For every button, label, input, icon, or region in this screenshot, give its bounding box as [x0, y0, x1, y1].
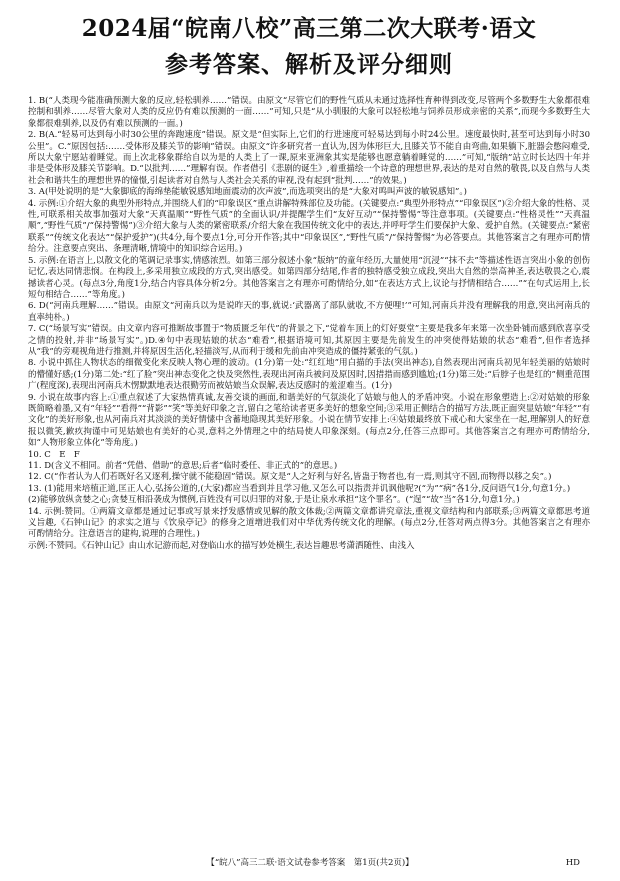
answer-item-10: 10. C E F	[28, 449, 80, 460]
exam-title: 2024届“皖南八校”高三第二次大联考·语文	[81, 15, 537, 42]
answer-item-2: 2. B(A.“轻易可达到每小时30公里的奔跑速度”错误。原文是“但实际上,它们的行进速度可轻易达到每小时24公里。速度最快时,甚至可达到每小时30公里”。C.“原因包括:……受体形及膝关节的影响”错误。由原文“许多研究者一直认为,因为体形巨大,且膝关节不能自由弯曲,如果躺下,脏器会憋闷难受,所以大象宁愿站着睡觉。而上次北移象群给自以为是的人类上了一课,原来亚洲象其实是能够也愿意躺着睡觉的……”可知,“版纳”站立时长达四十年并非是受体形及膝关节影响。D.“以批判……”理解有误。作者借引《悲剧的诞生》,着重描绘一个诗意的理想世界,表达的是对自然的敬畏,以及自然与人类社会和谐共生的理想世界的憧憬,引起读者对自然与人类社会关系的审视,没有起到“批判……”的效果。)	[28, 130, 590, 186]
answer-item-13: 13. (1)能用来培植正道,匡正人心,弘扬公道的,(大家)都应当看到并且学习他,又怎么可以指责并讥讽他呢?(“为”“病”各1分,反问语气1分,句意1分。) (2)能够放纵贪婪之心;贪婪互相沿袭成为惯例,百姓没有可以归罪的对象,于是让泉水承担“这个罪名”。(“逞”“故”当”各1分,句意1分。)	[28, 483, 571, 506]
answer-item-11: 11. D(含义不相同。前者“凭借、借助”的意思;后者“临时委任、非正式的”的意思。)	[28, 461, 338, 471]
answer-item-9: 9. 小说在故事内容上:①重点叙述了大家热情真诚,友善交谈的画面,和谐美好的气氛淡化了姑娘与他人的矛盾冲突。小说在形象塑造上:②对姑娘的形象既简略着墨,又有“年轻”“看得”“背影”“笑”等美好印象之言,留白之笔给读者更多美好的想象空间;③采用正侧结合的描写方法,既正面突显姑娘“年轻”“有文化”的美好形象,也从河南兵对其淡淡的美好情愫中含蓄地隐现其美好形象。小说在情节安排上:④姑娘最终放下戒心和大家坐在一起,理解别人的好意报以微笑,歉疚拘谨中可见姑娘也有美好的心灵,意料之外情理之中的结局使人印象深刻。(每点2分,任答三点即可。其他答案言之有理亦可酌情给分,如“人物形象立体化”等角度。)	[28, 392, 590, 449]
answer-item-14: 14. 示例:赞同。①两篇文章都是通过记事或写景来抒发感情或见解的散文体裁;②两篇文章都讲究章法,重视文章结构和内部联系;③两篇文章都思考道义旨趣,《石钟山记》的求实之道与《饮泉亭记》的修身之道增进我们对中华优秀传统文化的理解。(每点2分,任答对两点得3分。其他答案言之有理亦可酌情给分。注意语言的建构,说理的合理性。) 示例:不赞同。《石钟山记》由山水记游而起,对登临山水的描写妙处横生,表达旨趣思考潇洒随性、由浅入	[28, 506, 590, 551]
document-subtitle: 参考答案、解析及评分细则	[165, 51, 453, 78]
answer-item-1: 1. B(“人类现今能准确预测大象的反应,轻松驯养……”错误。由原文“尽管它们的野性气质从未通过选择性育种得到改变,尽管两个多数野生大象都很难控制和驯养……尽管大象对人类的反应仍有难以预测的一面……”可知,只是“从小驯服的大象可以轻松地与饲养员形成亲密的关系”,而现今多数野生大象都很难驯养,以及仍有难以预测的一面。)	[28, 96, 590, 129]
page-footer	[0, 856, 620, 870]
answer-item-6: 6. D(“河南兵理解……”错误。由原文“河南兵以为是说昨天的事,就说:‘武器离了部队就收,不方便哩!’”可知,河南兵并没有理解我的用意,突出河南兵的直率纯朴。)	[28, 301, 590, 323]
footer-text: 【“皖八”高三二联·语文试卷参考答案 第1页(共2页)】	[206, 858, 414, 868]
answer-body	[28, 96, 590, 552]
answer-item-4: 4. 示例:①介绍大象的典型外形特点,并围绕人们的“印象误区”重点讲解特殊部位及功能。(关键要点:“典型外形特点”“印象误区”)②介绍大象的性格、灵性,可联系相关故事加强对大象“天真温顺”“野性气质”的全面认识/并提醒学生们“友好互动”“保持警惕”等注意事项。(关键要点:“性格灵性”“天真温顺”,“野性气质”/“保持警惕”)③介绍大象与人类的紧密联系/介绍大象在我国传统文化中的表达,并呼吁学生们要保护大象、爱护自然。(关键要点:“紧密联系”“传统文化表达”“保护爱护”)(共4分,每个要点1分,可分开作答;其中“印象误区”,“野性气质”/“保持警惕”为必答要点。其他答案言之有理亦可酌情给分。注意要点突出、条理清晰,情境中的知识综合运用。)	[28, 198, 590, 255]
answer-item-8: 8. 小说中抓住人物状态的细微变化来反映人物心理的波动。(1分)第一处:“红红地”用白描的手法(突出神态),自然表现出河南兵初见年轻美丽的姑娘时的懵懂好感;(1分)第二处:“红了脸”突出神态变化之快及突然性,表现出河南兵被问及原因时,因措措而感到尴尬;(1分)第三处:“后脖子也是红的”侧重范围广(程度深),表现出河南兵木愣默默地表达很勤劳而被姑娘当众误解,表达反感时的羞涩难当。(1分)	[28, 358, 590, 392]
answer-item-7: 7. C(“场景写实”错误。由文章内容可推断故事置于“物质匮乏年代”的背景之下,“觉着车顶上的灯好耍堂”主要是我多年来第一次坐卧铺而感到欣喜享受之情的投射,并非“场景写实”。)D.④句中表现姑娘的状态“难看”,根据语境可知,其原因主要是先前发生的冲突使得姑娘的状态“难看”,但作者选择从“我”的旁观视角进行推测,并将原因生活化,轻描淡写,从而利于缓和先前由冲突造成的僵持紧张的气氛。)	[28, 324, 590, 357]
answer-item-3: 3. A(甲处说明的是“大象脚底的海绵垫能敏锐感知地面震动的次声波”,而选项突出的是“大象对鸣叫声波的敏锐感知”。)	[28, 187, 467, 198]
answer-item-5: 5. 示例:在语言上,以散文化的笔调记录事实,情感浓烈。如第三部分叙述小象“版纳”的童年经历,大量使用“沉浸”“抹不去”等描述性语言突出小象的创伤记忆,表达同情悲悯。在构段上,多采用独立成段的方式,突出感受。如第四部分结尾,作者的独特感受独立成段,突出大自然的崇高神圣,表达敬畏之心,震撼读者心灵。(每点3分,角度1分,结合内容具体分析2分。其他答案言之有理亦可酌情给分,如“在表达方式上,议论与抒情相结合……”“在句式运用上,长短句相结合……”等角度。)	[28, 255, 590, 300]
footer-code: HD	[565, 858, 580, 868]
answer-item-12: 12. C(“作者认为人们若既好名又逐利,操守就不能稳固”错误。原文是“人之好利与好名,皆蛊于物者也,有一焉,则其守不固,而物得以移之矣”。)	[28, 472, 552, 483]
